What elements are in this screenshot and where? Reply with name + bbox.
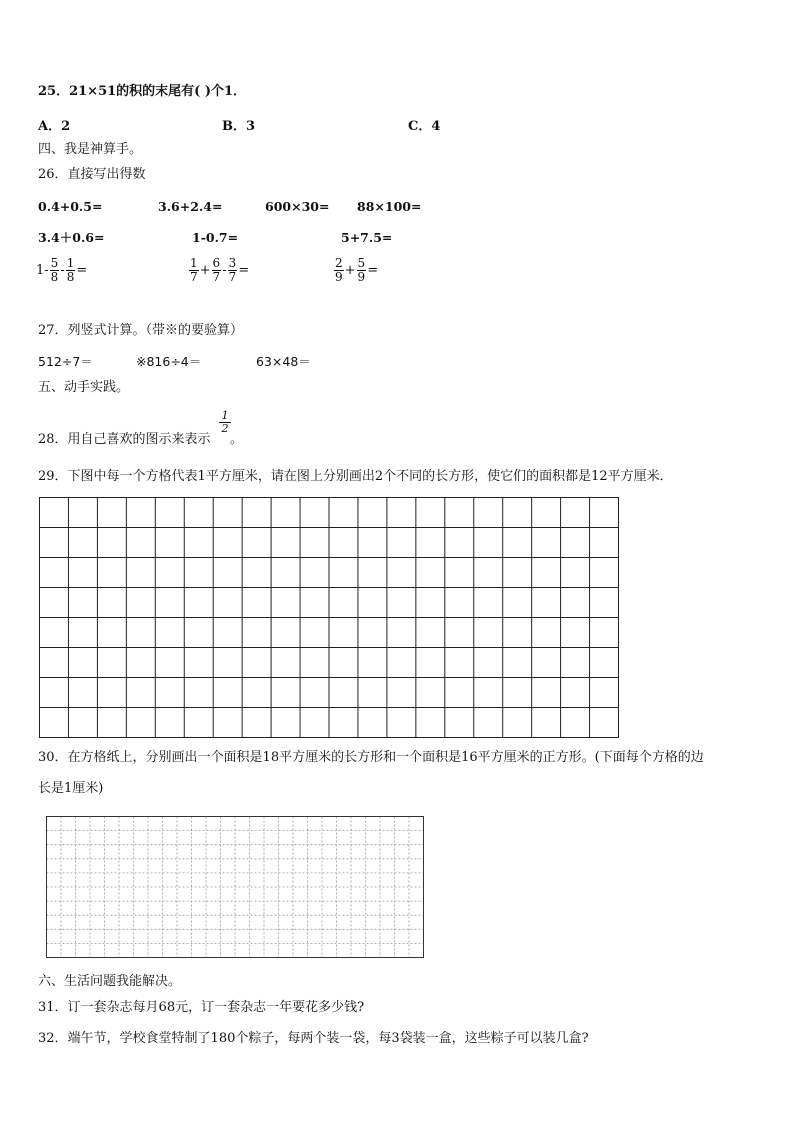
q26-fx1-equals: = [76,263,88,278]
q26-expr-5: 3.4＋0.6= [38,230,105,245]
numerator: 3 [228,256,237,270]
numerator: 6 [212,256,221,270]
q28-question [38,432,211,448]
q26-expr-1: 0.4+0.5= [38,199,103,214]
q26-fx3-fraction-2 [357,257,367,284]
q27-item-1: 512÷7＝ [38,354,93,369]
numerator: 5 [50,256,59,270]
q26-fx2-operator-2: - [222,263,227,278]
numerator: 1 [219,410,231,423]
denominator: 7 [212,270,221,284]
numerator: 2 [335,256,343,270]
q26-expr-3: 600×30= [265,199,330,214]
q28-end: 。 [230,432,244,447]
q26-fx1-operator: - [60,263,65,278]
q26-fx1-fraction-1 [50,257,60,284]
q31-question: 31．订一套杂志每月68元，订一套杂志一年要花多少钱? [38,1000,365,1015]
q30-question-line-1: 30．在方格纸上，分别画出一个面积是18平方厘米的长方形和一个面积是16平方厘米的正方形。(下面每个方格的边 [38,750,704,765]
numerator: 1 [190,256,198,270]
q32-question: 32．端午节，学校食堂特制了180个粽子，每两个装一袋，每3袋装一盒，这些粽子可以装几盒? [38,1031,589,1046]
section-5-heading: 五、动手实践。 [38,380,130,395]
denominator: 8 [66,270,75,284]
denominator: 7 [228,270,237,284]
q30-question-line-2: 长是1厘米) [38,781,104,796]
q26-fraction-expr-2 [188,257,249,284]
q25-option-b: B．3 [222,119,256,134]
q26-expr-6: 1-0.7= [192,230,239,245]
q26-fx1-fraction-2 [66,257,76,284]
q26-fx2-fraction-1 [189,257,199,284]
q29-grid[interactable] [39,497,619,738]
q26-fx3-fraction-1 [334,257,344,284]
q29-question: 29．下图中每一个方格代表1平方厘米，请在图上分别画出2个不同的长方形，使它们的面积都是12平方厘米． [38,469,673,484]
q26-fraction-expr-3 [333,257,378,284]
denominator: 2 [221,422,229,435]
q26-expr-7: 5+7.5= [341,230,393,245]
q26-expr-2: 3.6+2.4= [158,199,223,214]
q27-item-2: ※816÷4＝ [136,354,202,369]
q26-fraction-expr-1 [36,257,87,284]
q27-item-3: 63×48＝ [256,354,311,369]
q25-question: 25．21×51的积的末尾有( )个1． [38,84,247,99]
section-4-heading: 四、我是神算手。 [38,142,143,157]
q26-fx2-fraction-3 [228,257,238,284]
q28-text: 28．用自己喜欢的图示来表示 [38,432,211,447]
q25-option-c: C．4 [408,119,441,134]
numerator: 1 [66,256,75,270]
q27-title: 27．列竖式计算。（带※的要验算） [38,323,244,338]
q26-fx1-lead: 1- [36,263,49,278]
denominator: 9 [335,270,343,284]
denominator: 8 [50,270,59,284]
denominator: 9 [357,270,366,284]
q26-expr-4: 88×100= [357,199,422,214]
q26-fx2-operator-1: + [199,263,211,278]
q26-fx2-equals: = [238,263,250,278]
q25-option-a: A．2 [38,119,71,134]
denominator: 7 [190,270,198,284]
numerator: 5 [357,256,366,270]
q30-grid[interactable] [46,816,424,958]
q26-fx3-operator: + [344,263,356,278]
q26-fx2-fraction-2 [212,257,222,284]
q26-title: 26．直接写出得数 [38,167,146,182]
q26-fx3-equals: = [367,263,379,278]
section-6-heading: 六、生活问题我能解决。 [38,974,182,989]
